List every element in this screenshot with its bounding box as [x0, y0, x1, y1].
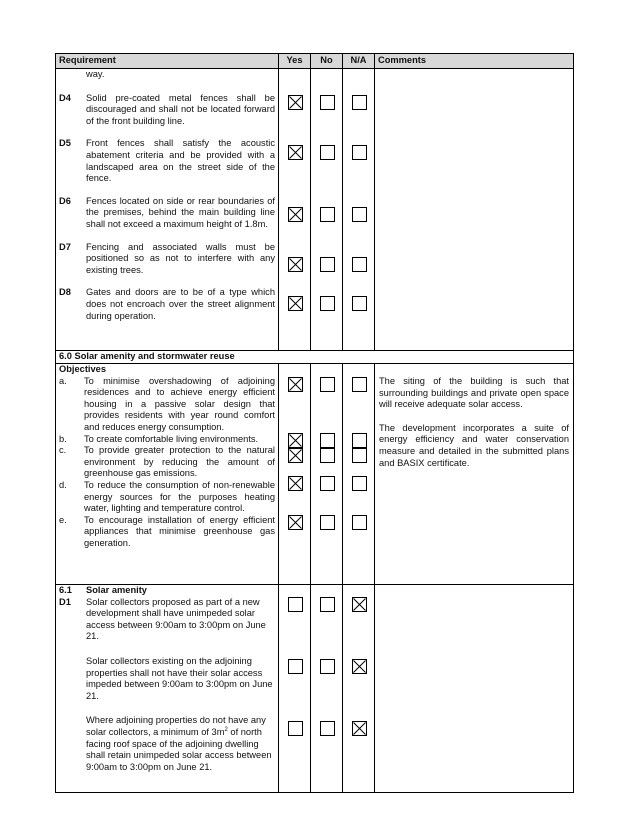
- checkbox-obj-a-na[interactable]: [352, 377, 367, 392]
- compliance-table-page: [55, 53, 573, 793]
- checkbox-d8-no[interactable]: [320, 296, 335, 311]
- checkbox-d4-yes[interactable]: [288, 95, 303, 110]
- no-column-d: [311, 69, 343, 351]
- checkbox-obj-c-yes[interactable]: [288, 476, 303, 491]
- objectives-label: Objectives: [59, 364, 107, 374]
- checkbox-d4-na[interactable]: [352, 95, 367, 110]
- comments-objectives: [375, 364, 574, 585]
- checkbox-61a-yes[interactable]: [288, 597, 303, 612]
- checkbox-d8-na[interactable]: [352, 296, 367, 311]
- yes-column-obj: [279, 364, 311, 585]
- section6-title: 6.0 Solar amenity and stormwater reuse: [56, 351, 574, 364]
- checkbox-obj-a-no[interactable]: [320, 377, 335, 392]
- checkbox-obj-b2-no[interactable]: [320, 448, 335, 463]
- solar-item-2: Solar collectors existing on the adjoining properties shall not have their solar access impeded between 9:00am to 3:00pm on June 21.: [86, 655, 273, 701]
- header-row: [56, 54, 574, 69]
- item-d4: D4 Solid pre-coated metal fences shall be discouraged and shall not be located forward of the front building line.: [59, 92, 275, 126]
- no-column-61: [311, 585, 343, 793]
- item-d7: D7 Fencing and associated walls must be positioned so as not to interfere with any existing trees.: [59, 241, 275, 275]
- compliance-table: [55, 53, 574, 793]
- checkbox-d7-no[interactable]: [320, 257, 335, 272]
- checkbox-obj-d-na[interactable]: [352, 515, 367, 530]
- checkbox-obj-c-no[interactable]: [320, 476, 335, 491]
- checkbox-61b-na[interactable]: [352, 659, 367, 674]
- checkbox-obj-d-yes[interactable]: [288, 515, 303, 530]
- checkbox-61a-no[interactable]: [320, 597, 335, 612]
- section61-heading: 6.1 Solar amenity: [59, 585, 147, 595]
- objective-d: d. To reduce the consumption of non-renewable energy sources for the purposes heating water, lighting and temperature control.: [59, 479, 275, 514]
- yes-column-61: [279, 585, 311, 793]
- header-comments: Comments: [375, 54, 574, 69]
- no-column-obj: [311, 364, 343, 585]
- solar-amenity-row: [56, 585, 574, 793]
- na-column-d: [343, 69, 375, 351]
- objective-a: a. To minimise overshadowing of adjoining residences and to achieve energy efficient housing in a passive solar design that provides residents with year round comfort and reduces energy consumption.: [59, 375, 275, 432]
- comment-siting: The siting of the building is such that surrounding buildings and private open space will receive adequate solar access.: [379, 376, 569, 410]
- checkbox-obj-c-na[interactable]: [352, 476, 367, 491]
- checkbox-61b-no[interactable]: [320, 659, 335, 674]
- checkbox-61a-na[interactable]: [352, 597, 367, 612]
- checkbox-d6-na[interactable]: [352, 207, 367, 222]
- comments-61: [375, 585, 574, 793]
- comments-d: [375, 69, 574, 351]
- checkbox-obj-b2-na[interactable]: [352, 448, 367, 463]
- checkbox-d6-no[interactable]: [320, 207, 335, 222]
- checkbox-obj-b1-no[interactable]: [320, 433, 335, 448]
- checkbox-obj-a-yes[interactable]: [288, 377, 303, 392]
- checkbox-61c-no[interactable]: [320, 721, 335, 736]
- item-d5: D5 Front fences shall satisfy the acoustic abatement criteria and be provided with a landscaped area on the street side of the fence.: [59, 138, 275, 184]
- objective-e: e. To encourage installation of energy efficient appliances that minimise greenhouse gas generation.: [59, 514, 275, 548]
- checkbox-d8-yes[interactable]: [288, 296, 303, 311]
- solar-item-3: Where adjoining properties do not have any solar collectors, a minimum of $3m^2$ of north facing roof space of the adjoining dwelling shall retain unimpeded solar access between 9:00am to 3:00pm on June 21.: [86, 715, 272, 772]
- fences-row: [56, 69, 574, 351]
- checkbox-d6-yes[interactable]: [288, 207, 303, 222]
- header-na: N/A: [343, 54, 375, 69]
- section6-title-row: [56, 351, 574, 364]
- checkbox-obj-b2-yes[interactable]: [288, 448, 303, 463]
- checkbox-obj-b1-na[interactable]: [352, 433, 367, 448]
- checkbox-d5-na[interactable]: [352, 145, 367, 160]
- comment-basix: The development incorporates a suite of energy efficiency and water conservation measure and detailed in the submitted plans and BASIX certificate.: [379, 422, 569, 468]
- objectives-row: [56, 364, 574, 585]
- checkbox-61c-yes[interactable]: [288, 721, 303, 736]
- na-column-obj: [343, 364, 375, 585]
- continuation-text: way.: [86, 69, 105, 79]
- checkbox-d7-na[interactable]: [352, 257, 367, 272]
- checkbox-61c-na[interactable]: [352, 721, 367, 736]
- header-requirement: Requirement: [56, 54, 279, 69]
- na-column-61: [343, 585, 375, 793]
- checkbox-d5-yes[interactable]: [288, 145, 303, 160]
- checkbox-61b-yes[interactable]: [288, 659, 303, 674]
- checkbox-d5-no[interactable]: [320, 145, 335, 160]
- checkbox-obj-d-no[interactable]: [320, 515, 335, 530]
- header-yes: Yes: [279, 54, 311, 69]
- header-no: No: [311, 54, 343, 69]
- objective-c: c. To provide greater protection to the natural environment by reducing the amount of greenhouse gas emissions.: [59, 445, 275, 479]
- checkbox-d4-no[interactable]: [320, 95, 335, 110]
- item-d8: D8 Gates and doors are to be of a type which does not encroach over the street alignment during operation.: [59, 287, 275, 321]
- solar-item-1: D1 Solar collectors proposed as part of a new development shall have unimpeded solar access between 9:00am to 3:00pm on June 21.: [59, 596, 266, 642]
- yes-column-d: [279, 69, 311, 351]
- checkbox-obj-b1-yes[interactable]: [288, 433, 303, 448]
- item-d6: D6 Fences located on side or rear boundaries of the premises, behind the main building line shall not exceed a maximum height of 1.8m.: [59, 195, 275, 229]
- objective-b: b. To create comfortable living environments.: [59, 433, 259, 444]
- checkbox-d7-yes[interactable]: [288, 257, 303, 272]
